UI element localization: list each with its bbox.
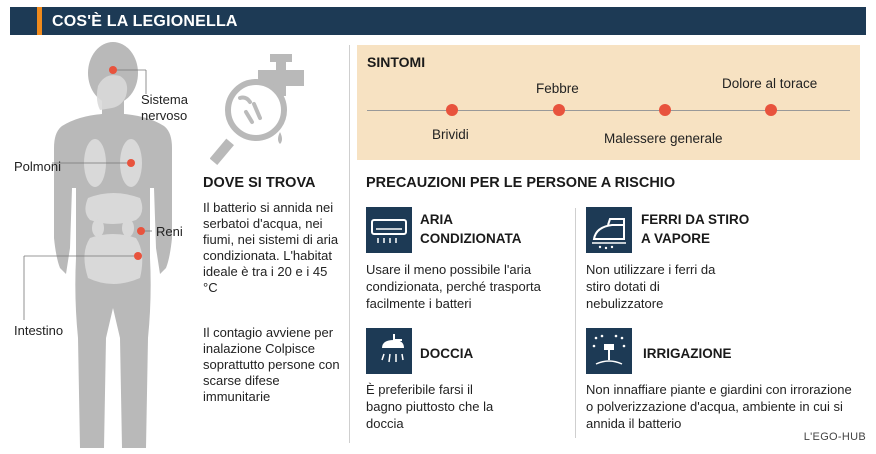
symptoms-timeline [367,110,850,111]
symptom-febbre: Febbre [536,81,579,96]
irrigation-sprinkler-icon [586,328,632,374]
irrigazione-heading: IRRIGAZIONE [643,346,732,361]
symptom-dolore-torace: Dolore al torace [722,76,818,91]
credit-label: L'EGO-HUB [803,431,866,443]
label-reni: Reni [156,224,183,239]
symptom-dot [659,104,671,116]
symptom-malessere: Malessere generale [604,131,723,146]
symptom-dot [446,104,458,116]
symptoms-panel [357,45,860,160]
column-divider [349,45,350,443]
symptom-dot [553,104,565,116]
label-intestino: Intestino [14,323,64,338]
symptom-brividi: Brividi [432,127,469,142]
symptoms-title: SINTOMI [367,54,426,70]
steam-iron-icon [586,207,632,253]
dove-si-trova-text: Il batterio si annida nei serbatoi d'acqua, nei fiumi, nei sistemi di aria condizionata. L'habitat ideale è tra i 20 e i 45 °C [203,200,339,295]
label-polmoni: Polmoni [14,159,61,174]
page-title: COS'È LA LEGIONELLA [52,13,238,30]
air-conditioner-icon [366,207,412,253]
label-sistema-nervoso: Sistema nervoso [141,92,188,123]
symptom-dot [765,104,777,116]
ferri-da-stiro-text: Non utilizzare i ferri da stiro dotati di nebulizzatore [586,262,716,311]
contagio-text: Il contagio avviene per inalazione Colpisce soprattutto persone con scarse difese immunitarie [203,325,340,404]
precautions-title: PRECAUZIONI PER LE PERSONE A RISCHIO [366,175,676,191]
aria-condizionata-heading: ARIA CONDIZIONATA [420,212,522,246]
header-bar [10,7,866,35]
doccia-text: È preferibile farsi il bagno piuttosto che la doccia [366,382,494,431]
precautions-divider [575,208,576,438]
doccia-heading: DOCCIA [420,346,474,361]
faucet-magnifier-icon [210,48,330,168]
irrigazione-text: Non innaffiare piante e giardini con irrorazione o polverizzazione d'acqua, ambiente in cui si annida il batterio [586,382,852,431]
dove-si-trova-title: DOVE SI TROVA [203,175,316,191]
ferri-da-stiro-heading: FERRI DA STIRO A VAPORE [641,212,750,246]
aria-condizionata-text: Usare il meno possibile l'aria condizionata, perché trasporta facilmente i batteri [366,262,541,311]
header-accent [37,7,42,35]
shower-icon [366,328,412,374]
